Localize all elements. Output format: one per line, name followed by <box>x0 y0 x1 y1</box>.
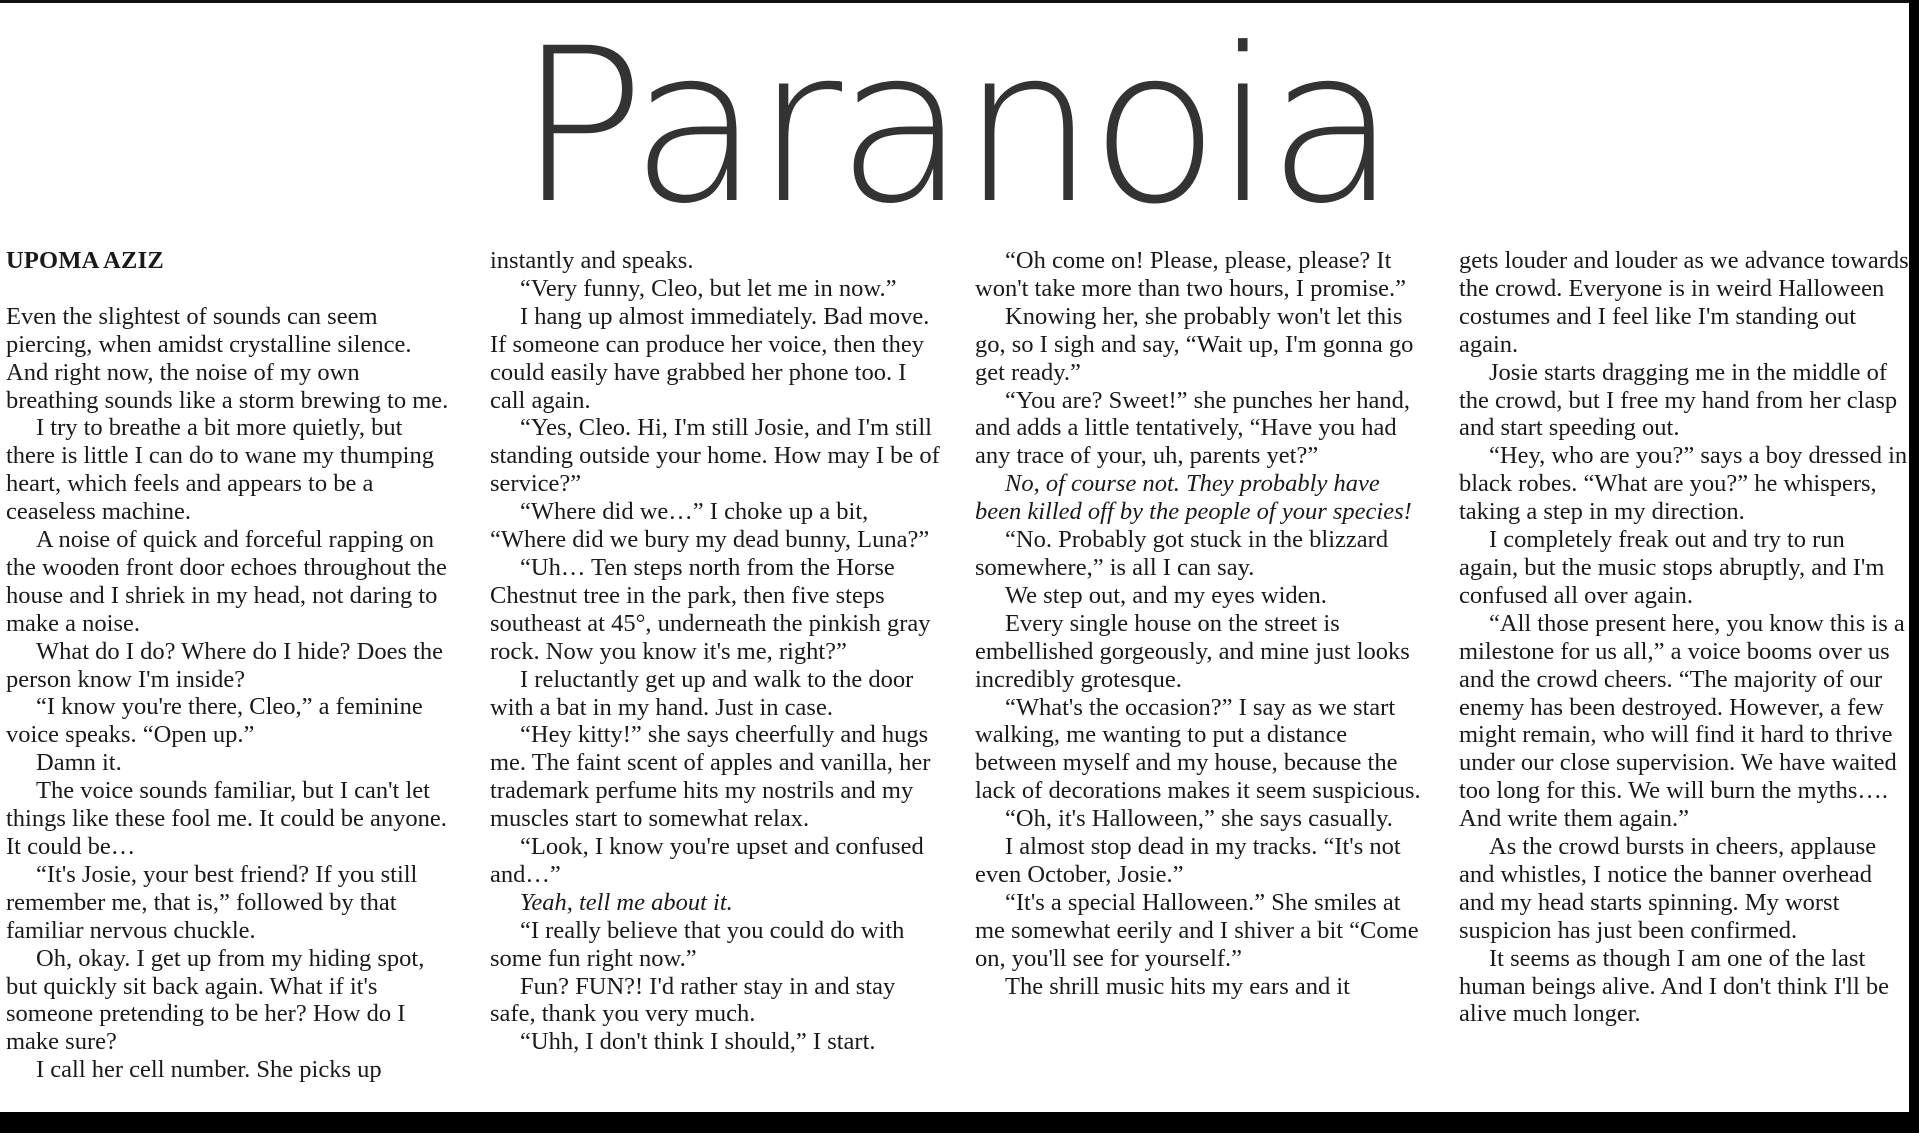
paragraph: It seems as though I am one of the last human beings alive. And I don't think I'll be alive much longer. <box>1459 944 1890 1028</box>
paragraph: “Uh… Ten steps north from the Horse Chestnut tree in the park, then five steps southeast at 45°, underneath the pinkish gray rock. Now you know it's me, right?” <box>490 553 931 665</box>
paragraph: I reluctantly get up and walk to the door with a bat in my hand. Just in case. <box>490 665 914 721</box>
paragraph: “I really believe that you could do with some fun right now.” <box>490 916 905 972</box>
paragraph: I call her cell number. She picks up <box>36 1056 382 1084</box>
paragraph: “It's Josie, your best friend? If you still remember me, that is,” followed by that familiar nervous chuckle. <box>6 860 418 944</box>
paragraph: What do I do? Where do I hide? Does the person know I'm inside? <box>6 637 444 693</box>
text-column-1 <box>6 247 456 1084</box>
paragraph: The shrill music hits my ears and it <box>1005 972 1350 1000</box>
paragraph: Damn it. <box>36 749 122 777</box>
paragraph: Oh, okay. I get up from my hiding spot, but quickly sit back again. What if it's someone pretending to be her? How do I make sure? <box>6 944 425 1056</box>
paragraph: “Yes, Cleo. Hi, I'm still Josie, and I'm still standing outside your home. How may I be of service?” <box>490 414 940 498</box>
paragraph: “Hey, who are you?” says a boy dressed in black robes. “What are you?” he whispers, taking a step in my direction. <box>1459 442 1908 526</box>
paragraph: “No. Probably got stuck in the blizzard somewhere,” is all I can say. <box>975 526 1389 581</box>
paragraph: Knowing her, she probably won't let this go, so I sigh and say, “Wait up, I'm gonna go get ready.” <box>975 302 1414 386</box>
paragraph: “Oh, it's Halloween,” she says casually. <box>1005 805 1393 833</box>
text-column-3 <box>975 247 1425 1000</box>
paragraph: I hang up almost immediately. Bad move. If someone can produce her voice, then they could easily have grabbed her phone too. I call again. <box>490 302 930 414</box>
paragraph: The voice sounds familiar, but I can't let things like these fool me. It could be anyone. It could be… <box>6 777 447 861</box>
paragraph: I completely freak out and try to run again, but the music stops abruptly, and I'm confused all over again. <box>1459 526 1885 609</box>
paragraph: “What's the occasion?” I say as we start walking, me wanting to put a distance between myself and my house, because the lack of decorations makes it seem suspicious. <box>975 693 1421 805</box>
paragraph: “Look, I know you're upset and confused and…” <box>490 833 924 888</box>
paragraph: Even the slightest of sounds can seem piercing, when amidst crystalline silence. And right now, the noise of my own breathing sounds like a storm brewing to me. <box>6 302 449 414</box>
paragraph: “I know you're there, Cleo,” a feminine voice speaks. “Open up.” <box>6 693 423 749</box>
paragraph: I try to breathe a bit more quietly, but there is little I can do to wane my thumping heart, which feels and appears to be a ceaseless machine. <box>6 414 434 526</box>
paragraph: “It's a special Halloween.” She smiles at me somewhat eerily and I shiver a bit “Come on, you'll see for yourself.” <box>975 888 1419 972</box>
paragraph: “Uhh, I don't think I should,” I start. <box>520 1028 876 1056</box>
paragraph: “Hey kitty!” she says cheerfully and hugs me. The faint scent of apples and vanilla, her trademark perfume hits my nostrils and my muscles start to somewhat relax. <box>490 721 931 833</box>
paragraph: gets louder and louder as we advance towards the crowd. Everyone is in weird Halloween costumes and I feel like I'm standing out again. <box>1459 247 1909 358</box>
paragraph: “Where did we…” I choke up a bit, “Where did we bury my dead bunny, Luna?” <box>490 498 930 554</box>
text-column-2 <box>490 247 940 1056</box>
article-title: Paranoia <box>517 3 1392 251</box>
paragraph: Every single house on the street is embellished gorgeously, and mine just looks incredibly grotesque. <box>975 609 1410 693</box>
paragraph: I almost stop dead in my tracks. “It's not even October, Josie.” <box>975 833 1401 888</box>
text-column-4 <box>1459 247 1909 1028</box>
paragraph: A noise of quick and forceful rapping on the wooden front door echoes throughout the house and I shriek in my head, not daring to make a noise. <box>6 526 447 637</box>
paragraph: Yeah, tell me about it. <box>520 888 733 916</box>
paragraph: As the crowd bursts in cheers, applause and whistles, I notice the banner overhead and my head starts spinning. My worst suspicion has just been confirmed. <box>1459 833 1877 944</box>
paragraph: “Oh come on! Please, please, please? It won't take more than two hours, I promise.” <box>975 247 1407 302</box>
author-byline: UPOMA AZIZ <box>6 247 164 274</box>
paragraph: Josie starts dragging me in the middle of the crowd, but I free my hand from her clasp and start speeding out. <box>1459 358 1898 442</box>
paragraph: instantly and speaks. <box>490 247 694 274</box>
paragraph: We step out, and my eyes widen. <box>1005 581 1327 609</box>
paragraph: “All those present here, you know this is a milestone for us all,” a voice booms over us and the crowd cheers. “The majority of our enemy has been destroyed. However, a few might remain, who will find it hard to thrive under our close supervision. We have waited too long for this. We will burn the myths…. And write them again.” <box>1459 609 1905 833</box>
paragraph: Fun? FUN?! I'd rather stay in and stay safe, thank you very much. <box>490 972 896 1028</box>
paragraph: “You are? Sweet!” she punches her hand, and adds a little tentatively, “Have you had any trace of your, uh, parents yet?” <box>975 386 1411 470</box>
paragraph: No, of course not. They probably have been killed off by the people of your species! <box>975 470 1412 526</box>
paragraph: “Very funny, Cleo, but let me in now.” <box>520 274 897 302</box>
